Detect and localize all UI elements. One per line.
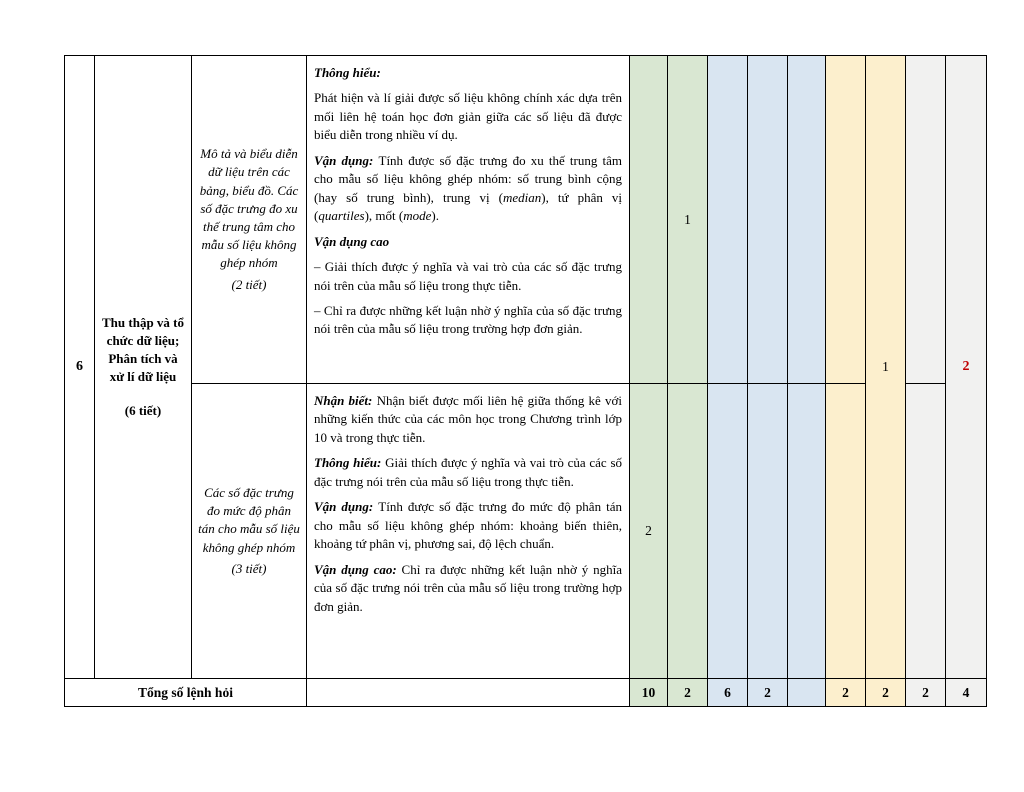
mark-cell xyxy=(668,384,708,679)
total-empty-cell xyxy=(307,679,630,707)
content-text: Chỉ ra được những kết luận nhờ ý nghĩa của số đặc trưng nói trên của mẫu số liệu trong trường hợp đơn giản. xyxy=(314,561,622,614)
mark-cell-merged-total: 2 xyxy=(946,56,987,679)
content-paragraph xyxy=(314,498,622,553)
topic-title: Thu thập và tổ chức dữ liệu; Phân tích và xử lí dữ liệu xyxy=(102,314,184,385)
level-label: Thông hiểu: xyxy=(314,455,386,471)
total-cell: 4 xyxy=(946,679,987,707)
total-cell: 2 xyxy=(866,679,906,707)
unit-duration: (3 tiết) xyxy=(231,560,267,576)
topic-duration: (6 tiết) xyxy=(124,403,162,419)
content-text: Giải thích được ý nghĩa và vai trò của các số đặc trưng nói trên của mẫu số liệu trong thực tiễn. xyxy=(314,455,623,489)
mark-cell xyxy=(906,56,946,384)
content-text: quartiles xyxy=(318,208,365,224)
total-cell: 2 xyxy=(748,679,788,707)
content-paragraph xyxy=(314,454,622,491)
content-text: ), mốt ( xyxy=(364,208,404,224)
total-cell: 10 xyxy=(630,679,668,707)
table-row-unit-1 xyxy=(65,56,987,384)
content-text: Tính được số đặc trưng đo xu thế trung tâm cho mẫu số liệu không ghép nhóm: số trung bình cộng (hay số trung bình), trung vị ( xyxy=(314,152,622,205)
mark-cell-merged: 1 xyxy=(866,56,906,679)
row-number-cell: 6 xyxy=(65,56,95,679)
mark-cell xyxy=(708,384,748,679)
mark-cell xyxy=(748,384,788,679)
content-text: ). xyxy=(431,208,439,224)
content-cell xyxy=(307,384,630,679)
content-text: Tính được số đặc trưng đo mức độ phân tán cho mẫu số liệu không ghép nhóm: khoảng biến thiên, khoảng tứ phân vị, phương sai, độ lệch chuẩn. xyxy=(314,499,622,552)
mark-cell xyxy=(826,384,866,679)
level-label: Vận dụng: xyxy=(314,499,379,515)
level-label: Nhận biết: xyxy=(314,393,377,408)
content-paragraph xyxy=(314,233,622,251)
mark-cell xyxy=(708,56,748,384)
total-cell xyxy=(788,679,826,707)
table-row-unit-2 xyxy=(65,384,987,679)
total-row xyxy=(65,679,987,707)
specification-matrix-table xyxy=(64,55,987,707)
mark-cell xyxy=(788,384,826,679)
unit-duration: (2 tiết) xyxy=(231,276,267,292)
content-paragraph xyxy=(314,64,622,82)
mark-cell xyxy=(748,56,788,384)
mark-cell xyxy=(788,56,826,384)
level-label: Vận dụng: xyxy=(314,152,379,168)
total-label-cell: Tổng số lệnh hỏi xyxy=(65,679,307,707)
mark-cell xyxy=(906,384,946,679)
level-label: Vận dụng cao xyxy=(314,233,390,249)
content-paragraph xyxy=(314,258,622,295)
content-text: – Chỉ ra được những kết luận nhờ ý nghĩa của số đặc trưng nói trên của mẫu số liệu trong trường hợp đơn giản. xyxy=(314,302,622,337)
topic-cell xyxy=(95,56,192,679)
mark-cell: 1 xyxy=(668,56,708,384)
content-text: mode xyxy=(403,208,432,224)
content-text: ), tứ phân vị ( xyxy=(314,189,622,224)
mark-cell xyxy=(826,56,866,384)
content-cell xyxy=(307,56,630,384)
unit-title: Các số đặc trưng đo mức độ phân tán cho mẫu số liệu không ghép nhóm xyxy=(198,485,300,555)
content-text: median xyxy=(502,189,542,205)
content-paragraph xyxy=(314,89,622,144)
content-paragraph xyxy=(314,561,622,616)
mark-cell: 2 xyxy=(630,384,668,679)
content-paragraph xyxy=(314,152,622,226)
mark-cell xyxy=(630,56,668,384)
level-label: Vận dụng cao: xyxy=(314,561,402,577)
content-paragraph xyxy=(314,302,622,339)
level-label: Thông hiểu: xyxy=(314,65,381,80)
content-text: – Giải thích được ý nghĩa và vai trò của các số đặc trưng nói trên của mẫu số liệu trong thực tiễn. xyxy=(314,259,622,293)
total-cell: 2 xyxy=(826,679,866,707)
total-cell: 2 xyxy=(906,679,946,707)
content-paragraph xyxy=(314,392,622,447)
content-text: Phát hiện và lí giải được số liệu không chính xác dựa trên mối liên hệ toán học đơn giản giữa các số liệu đã được biểu diễn trong nhiều ví dụ. xyxy=(314,90,622,143)
total-cell: 6 xyxy=(708,679,748,707)
unit-cell xyxy=(192,56,307,384)
content-text: Nhận biết được mối liên hệ giữa thống kê với những kiến thức của các môn học trong Chương trình lớp 10 và trong thực tiễn. xyxy=(314,393,622,445)
unit-title: Mô tả và biểu diễn dữ liệu trên các bảng, biểu đồ. Các số đặc trưng đo xu thế trung tâm cho mẫu số liệu không ghép nhóm xyxy=(199,146,299,271)
unit-cell xyxy=(192,384,307,679)
total-cell: 2 xyxy=(668,679,708,707)
